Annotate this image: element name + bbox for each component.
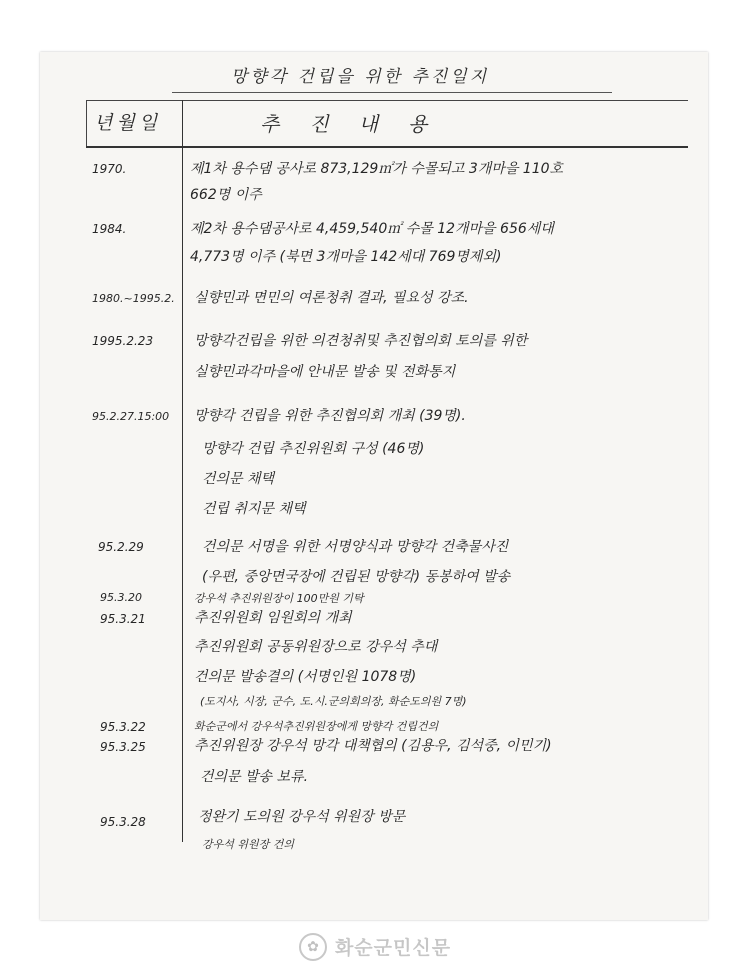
entry-line: (우편, 중앙면국장에 건립된 망향각) 동봉하여 발송 <box>202 569 511 585</box>
entry-line: 망향각 건립 추진위원회 구성 (46명) <box>202 441 425 457</box>
table-header-border <box>86 146 688 148</box>
entry-line: 강우석 추진위원장이 100만원 기탁 <box>194 592 364 605</box>
entry-line: 추진위원장 강우석 망각 대책협의 (김용우, 김석중, 이민기) <box>194 738 552 754</box>
entry-line: 제1차 용수댐 공사로 873,129㎡가 수몰되고 3개마을 110호 <box>190 161 564 177</box>
table-top-border <box>86 100 688 101</box>
document-title: 망향각 건립을 위한 추진일지 <box>230 67 490 87</box>
entry-line: 건립 취지문 채택 <box>202 501 306 517</box>
entry-date: 1984. <box>92 222 127 236</box>
footer-brand: 화순군민신문 <box>334 937 452 959</box>
entry-date: 95.2.27.15:00 <box>92 410 170 423</box>
seal-icon: ✿ <box>299 933 327 961</box>
entry-line: 662명 이주 <box>190 187 262 203</box>
entry-date: 95.2.29 <box>98 540 144 554</box>
entry-date: 95.3.25 <box>100 740 146 754</box>
entry-line: 4,773명 이주 (북면 3개마을 142세대 769명제외) <box>190 249 502 265</box>
entry-line: 실향민과 면민의 여론청취 결과, 필요성 강조. <box>194 290 469 306</box>
entry-line: 화순군에서 강우석추진위원장에게 망향각 건립건의 <box>194 720 439 733</box>
entry-line: 정완기 도의원 강우석 위원장 방문 <box>198 809 406 825</box>
table-column-divider <box>182 100 183 842</box>
entry-line: 건의문 발송 보류. <box>200 769 309 785</box>
entry-line: (도지사, 시장, 군수, 도.시.군의회의장, 화순도의원 7명) <box>200 695 467 708</box>
content-column-header: 추진내용 <box>260 112 458 136</box>
entry-date: 1995.2.23 <box>92 334 154 348</box>
entry-date: 95.3.22 <box>100 720 146 734</box>
entry-line: 건의문 발송결의 (서명인원 1078명) <box>194 669 417 685</box>
entry-line: 추진위원회 공동위원장으로 강우석 추대 <box>194 639 438 655</box>
entry-date: 1970. <box>92 162 127 176</box>
entry-line: 강우석 위원장 건의 <box>202 838 295 851</box>
table-left-border <box>86 100 87 146</box>
entry-line: 건의문 채택 <box>202 471 275 487</box>
entry-line: 망향각 건립을 위한 추진협의회 개최 (39명). <box>194 408 466 424</box>
entry-line: 실향민과각마을에 안내문 발송 및 전화통지 <box>194 364 456 380</box>
entry-line: 망향각건립을 위한 의견청취및 추진협의회 토의를 위한 <box>194 333 528 349</box>
footer-watermark <box>0 922 750 971</box>
entry-line: 추진위원회 임원회의 개최 <box>194 610 352 626</box>
entry-line: 제2차 용수댐공사로 4,459,540㎡ 수몰 12개마을 656세대 <box>190 221 554 237</box>
entry-date: 1980.~1995.2. <box>92 292 175 305</box>
date-column-header: 년월일 <box>94 112 162 134</box>
entry-date: 95.3.21 <box>100 612 146 626</box>
title-underline <box>172 92 612 93</box>
entry-date: 95.3.20 <box>100 591 142 604</box>
entry-date: 95.3.28 <box>100 815 146 829</box>
document-sheet <box>40 52 708 920</box>
entry-line: 건의문 서명을 위한 서명양식과 망향각 건축물사진 <box>202 539 509 555</box>
